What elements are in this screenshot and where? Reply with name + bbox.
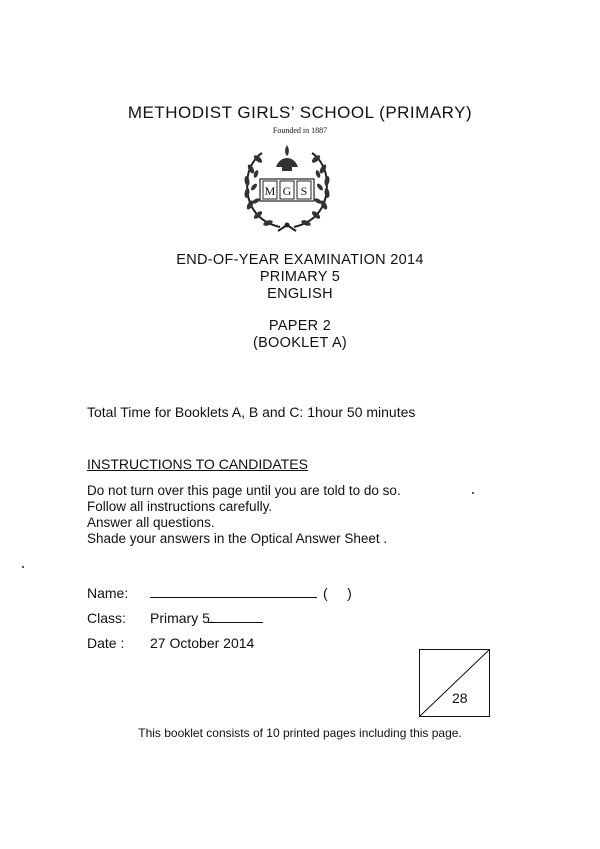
scan-speck (472, 492, 474, 494)
instruction-item: Follow all instructions carefully. (87, 499, 273, 514)
crest-letter-g: G (282, 184, 292, 198)
class-value: Primary 5. (150, 610, 214, 626)
date-label: Date : (87, 635, 125, 651)
instruction-item: Answer all questions. (87, 515, 215, 530)
exam-booklet: (BOOKLET A) (252, 335, 348, 351)
total-time: Total Time for Booklets A, B and C: 1hour 50 minutes (87, 404, 416, 420)
crest-letter-s: S (300, 184, 308, 198)
scan-speck (22, 566, 24, 568)
founded-year: Founded in 1887 (272, 126, 328, 135)
score-total: 28 (452, 690, 468, 706)
instructions-heading: INSTRUCTIONS TO CANDIDATES (87, 456, 308, 472)
school-crest-icon (240, 141, 334, 233)
instruction-item: Do not turn over this page until you are told to do so. (87, 483, 401, 498)
school-name: METHODIST GIRLS’ SCHOOL (PRIMARY) (127, 103, 473, 122)
name-field[interactable] (150, 597, 317, 598)
exam-level: PRIMARY 5 (259, 269, 341, 285)
crest-letter-m: M (264, 184, 276, 198)
name-label: Name: (87, 585, 129, 601)
class-field[interactable] (208, 622, 263, 623)
instruction-item: Shade your answers in the Optical Answer Sheet . (87, 531, 388, 546)
footer-note: This booklet consists of 10 printed pages including this page. (138, 726, 462, 740)
exam-subject: ENGLISH (267, 286, 333, 302)
date-value: 27 October 2014 (150, 635, 255, 651)
exam-paper: PAPER 2 (268, 318, 332, 334)
register-number-field[interactable]: ( ) (323, 585, 352, 601)
class-label: Class: (87, 610, 126, 626)
score-box (419, 649, 490, 717)
exam-title: END-OF-YEAR EXAMINATION 2014 (176, 252, 424, 268)
